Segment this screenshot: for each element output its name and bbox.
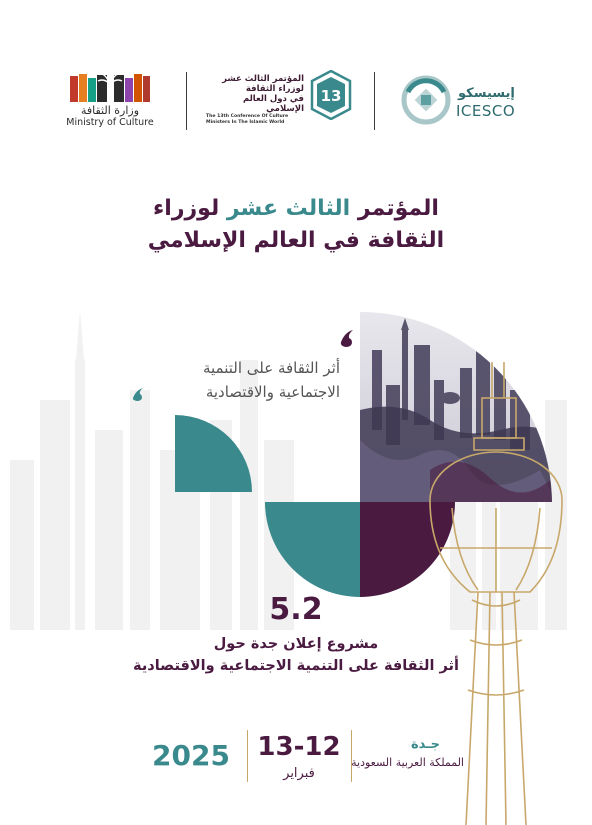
- subject-title-line2: الاجتماعية والاقتصادية: [205, 383, 340, 401]
- plum-quote-mark-icon: [341, 330, 353, 347]
- event-year: 2025: [152, 739, 230, 772]
- icesco-name-english: ICESCO: [456, 102, 516, 120]
- conference-badge-number: 13: [320, 87, 342, 105]
- ministry-name-english: Ministry of Culture: [66, 117, 154, 128]
- conference-logo-arabic-line1: المؤتمر الثالث عشر: [222, 74, 304, 84]
- document-code: 5.2: [269, 592, 323, 627]
- conference-logo-arabic-line2: لوزراء الثقافة: [245, 84, 304, 94]
- plum-quarter-circle: [360, 502, 455, 597]
- event-month: فبراير: [283, 766, 315, 781]
- title-word-conference: المؤتمر: [357, 196, 439, 221]
- event-city: جـدة: [411, 737, 440, 752]
- project-title-line2: أثر الثقافة على التنمية الاجتماعية والاقتصادية: [133, 658, 459, 674]
- teal-quarter-circle-large: [265, 502, 360, 597]
- teal-quarter-circle-small: [175, 415, 252, 492]
- event-dates: 13-12: [257, 732, 341, 762]
- footer-divider-left: [247, 730, 248, 782]
- event-country: المملكة العربية السعودية: [351, 756, 464, 769]
- conference-title-line2: الثقافة في العالم الإسلامي: [147, 228, 445, 253]
- conference-logo-english-line2: Ministers In The Islamic World: [206, 120, 285, 125]
- icesco-name-arabic: إيسيسكو: [458, 86, 515, 101]
- subject-title-line1: أثر الثقافة على التنمية: [202, 359, 340, 377]
- title-accent-thirteenth: الثالث عشر: [226, 196, 351, 221]
- ministry-name-arabic: وزارة الثقافة: [80, 104, 140, 117]
- conference-logo-english-line1: The 13th Conference Of Culture: [206, 114, 289, 119]
- watercolor-skyline: [360, 300, 560, 510]
- project-title-line1: مشروع إعلان جدة حول: [213, 636, 379, 652]
- conference-logo-arabic-line3: في دول العالم الإسلامي: [242, 94, 304, 114]
- title-word-ministers: لوزراء: [153, 196, 220, 221]
